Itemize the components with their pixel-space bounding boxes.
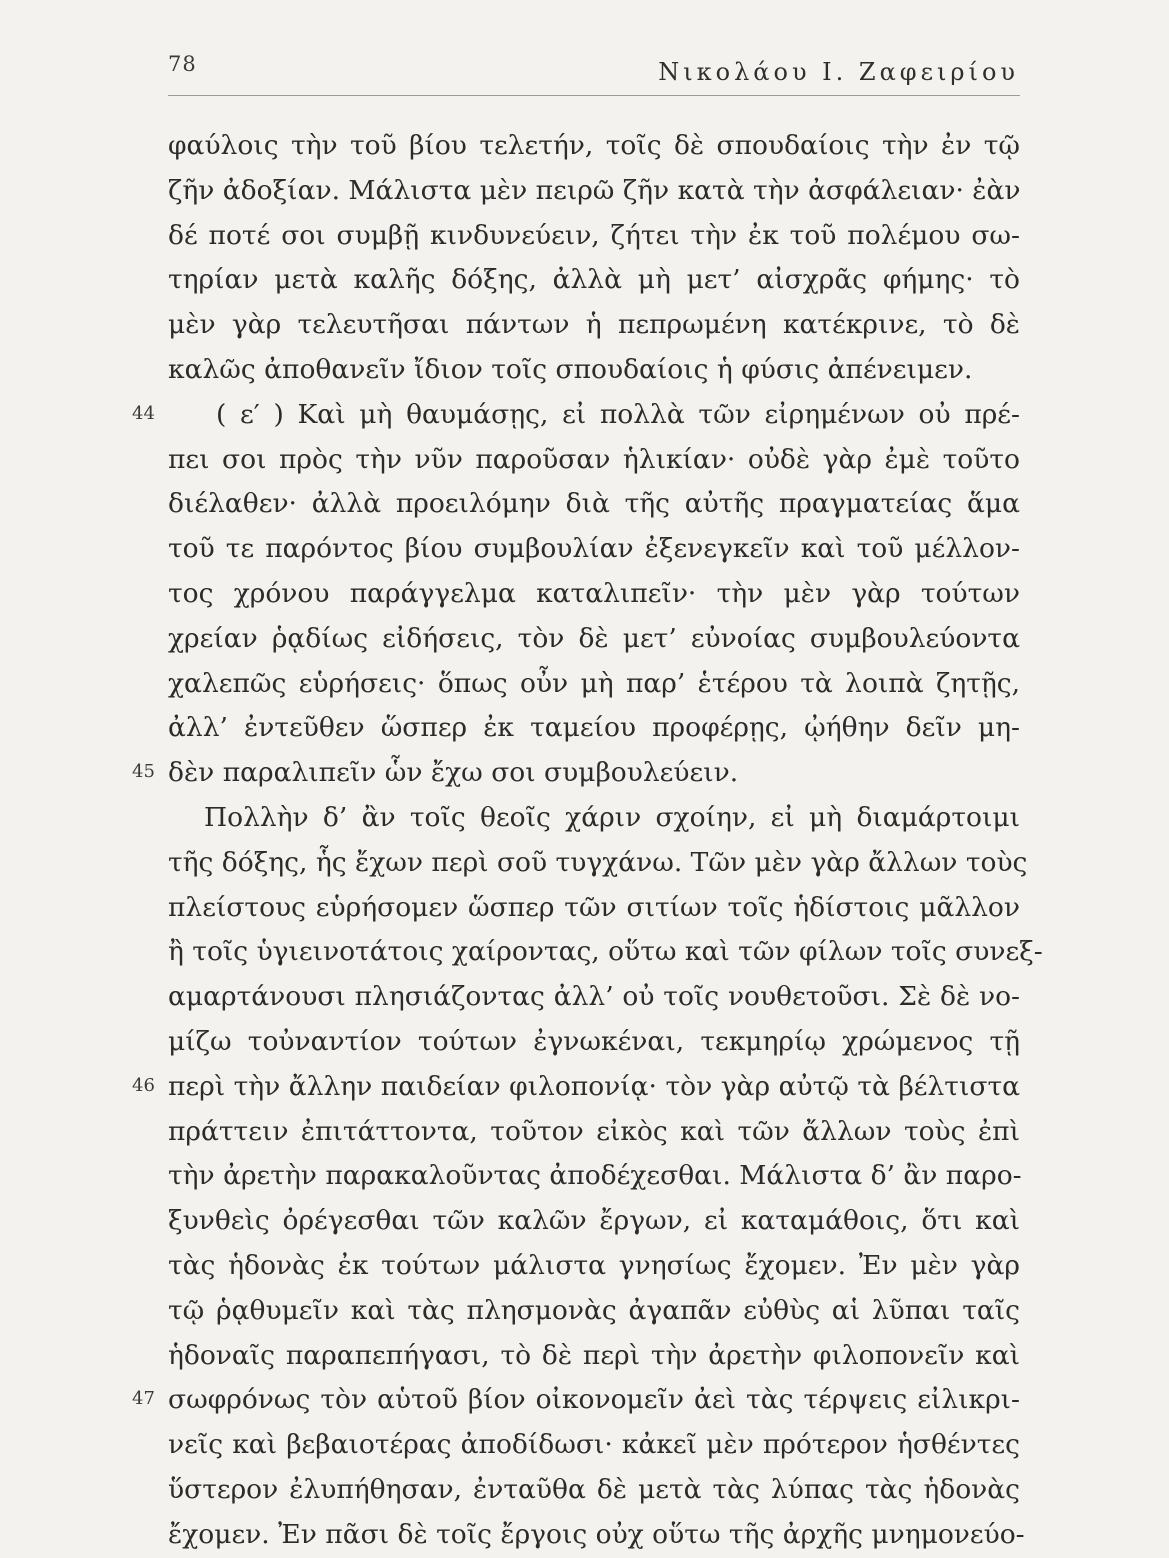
text-line: τὴν ἀρετὴν παρακαλοῦντας ἀποδέχεσθαι. Μάλιστα δ’ ἂν παρο-: [168, 1160, 1022, 1192]
running-head: Νικολάου Ι. Ζαφειρίου: [658, 58, 1019, 86]
body-text: [168, 124, 1043, 1558]
header-rule: [168, 95, 1020, 96]
text-line: σωφρόνως τὸν αὑτοῦ βίον οἰκονομεῖν ἀεὶ τὰς τέρψεις εἰλικρι-: [168, 1384, 1020, 1416]
text-line: φαύλοις τὴν τοῦ βίου τελετήν, τοῖς δὲ σπουδαίοις τὴν ἐν τῷ: [168, 130, 1020, 161]
text-line: πει σοι πρὸς τὴν νῦν παροῦσαν ἡλικίαν· οὐδὲ γὰρ ἐμὲ τοῦτο: [168, 443, 1020, 475]
text-line: τος χρόνου παράγγελμα καταλιπεῖν· τὴν μὲν γὰρ τούτων: [168, 577, 1020, 609]
text-line: ἀλλ’ ἐντεῦθεν ὥσπερ ἐκ ταμείου προφέρῃς, ᾠήθην δεῖν μη-: [168, 712, 1020, 744]
text-line: αμαρτάνουσι πλησιάζοντας ἀλλ’ οὐ τοῖς νουθετοῦσι. Σὲ δὲ νο-: [168, 981, 1020, 1013]
text-line: νεῖς καὶ βεβαιοτέρας ἀποδίδωσι· κἀκεῖ μὲν πρότερον ἡσθέντες: [168, 1429, 1020, 1461]
page-number: 78: [168, 52, 197, 76]
text-line: μίζω τοὐναντίον τούτων ἐγνωκέναι, τεκμηρίῳ χρώμενος τῇ: [168, 1025, 1020, 1057]
text-line: μὲν γὰρ τελευτῆσαι πάντων ἡ πεπρωμένη κατέκρινε, τὸ δὲ: [168, 309, 1020, 341]
margin-section-number: 45: [132, 761, 155, 783]
text-line: πλείστους εὑρήσομεν ὥσπερ τῶν σιτίων τοῖς ἡδίστοις μᾶλλον: [168, 891, 1020, 923]
text-line: διέλαθεν· ἀλλὰ προειλόμην διὰ τῆς αὐτῆς πραγματείας ἅμα: [168, 488, 1020, 520]
text-line: τῷ ῥᾳθυμεῖν καὶ τὰς πλησμονὰς ἀγαπᾶν εὐθὺς αἱ λῦπαι ταῖς: [168, 1294, 1020, 1326]
text-line: περὶ τὴν ἄλλην παιδείαν φιλοπονίᾳ· τὸν γὰρ αὐτῷ τὰ βέλτιστα: [168, 1070, 1020, 1102]
margin-section-number: 44: [132, 402, 155, 424]
text-line: καλῶς ἀποθανεῖν ἴδιον τοῖς σπουδαίοις ἡ φύσις ἀπένειμεν.: [168, 353, 973, 385]
text-line: ξυνθεὶς ὀρέγεσθαι τῶν καλῶν ἔργων, εἰ καταμάθοις, ὅτι καὶ: [168, 1205, 1020, 1237]
text-line: χρείαν ῥᾳδίως εἰδήσεις, τὸν δὲ μετ’ εὐνοίας συμβουλεύοντα: [168, 622, 1020, 654]
text-line: δὲν παραλιπεῖν ὧν ἔχω σοι συμβουλεύειν.: [168, 757, 739, 789]
text-line: πράττειν ἐπιτάττοντα, τοῦτον εἰκὸς καὶ τῶν ἄλλων τοὺς ἐπὶ: [168, 1115, 1020, 1147]
text-line: ( ε′ ) Καὶ μὴ θαυμάσῃς, εἰ πολλὰ τῶν εἰρημένων οὐ πρέ-: [216, 398, 1020, 430]
text-line: τοῦ τε παρόντος βίου συμβουλίαν ἐξενεγκεῖν καὶ τοῦ μέλλον-: [168, 533, 1020, 565]
text-line: τῆς δόξης, ἧς ἔχων περὶ σοῦ τυγχάνω. Τῶν μὲν γὰρ ἄλλων τοὺς: [168, 846, 1028, 878]
margin-section-number: 47: [132, 1388, 155, 1410]
text-line: τὰς ἡδονὰς ἐκ τούτων μάλιστα γνησίως ἔχομεν. Ἐν μὲν γὰρ: [168, 1249, 1020, 1281]
text-line: ἢ τοῖς ὑγιεινοτάτοις χαίροντας, οὕτω καὶ τῶν φίλων τοῖς συνεξ-: [168, 936, 1043, 968]
text-line: δέ ποτέ σοι συμβῇ κινδυνεύειν, ζήτει τὴν ἐκ τοῦ πολέμου σω-: [168, 219, 1020, 251]
text-line: ἔχομεν. Ἐν πᾶσι δὲ τοῖς ἔργοις οὐχ οὕτω τῆς ἀρχῆς μνημονεύο-: [168, 1518, 1025, 1550]
margin-section-number: 46: [132, 1074, 155, 1096]
text-line: χαλεπῶς εὑρήσεις· ὅπως οὖν μὴ παρ’ ἑτέρου τὰ λοιπὰ ζητῇς,: [168, 667, 1020, 699]
text-line: ἡδοναῖς παραπεπήγασι, τὸ δὲ περὶ τὴν ἀρετὴν φιλοπονεῖν καὶ: [168, 1339, 1020, 1371]
text-line: ὕστερον ἐλυπήθησαν, ἐνταῦθα δὲ μετὰ τὰς λύπας τὰς ἡδονὰς: [168, 1473, 1020, 1505]
text-line: τηρίαν μετὰ καλῆς δόξης, ἀλλὰ μὴ μετ’ αἰσχρᾶς φήμης· τὸ: [168, 264, 1020, 296]
text-line: Πολλὴν δ’ ἂν τοῖς θεοῖς χάριν σχοίην, εἰ μὴ διαμάρτοιμι: [204, 801, 1020, 833]
text-line: ζῆν ἀδοξίαν. Μάλιστα μὲν πειρῶ ζῆν κατὰ τὴν ἀσφάλειαν· ἐὰν: [168, 174, 1021, 206]
